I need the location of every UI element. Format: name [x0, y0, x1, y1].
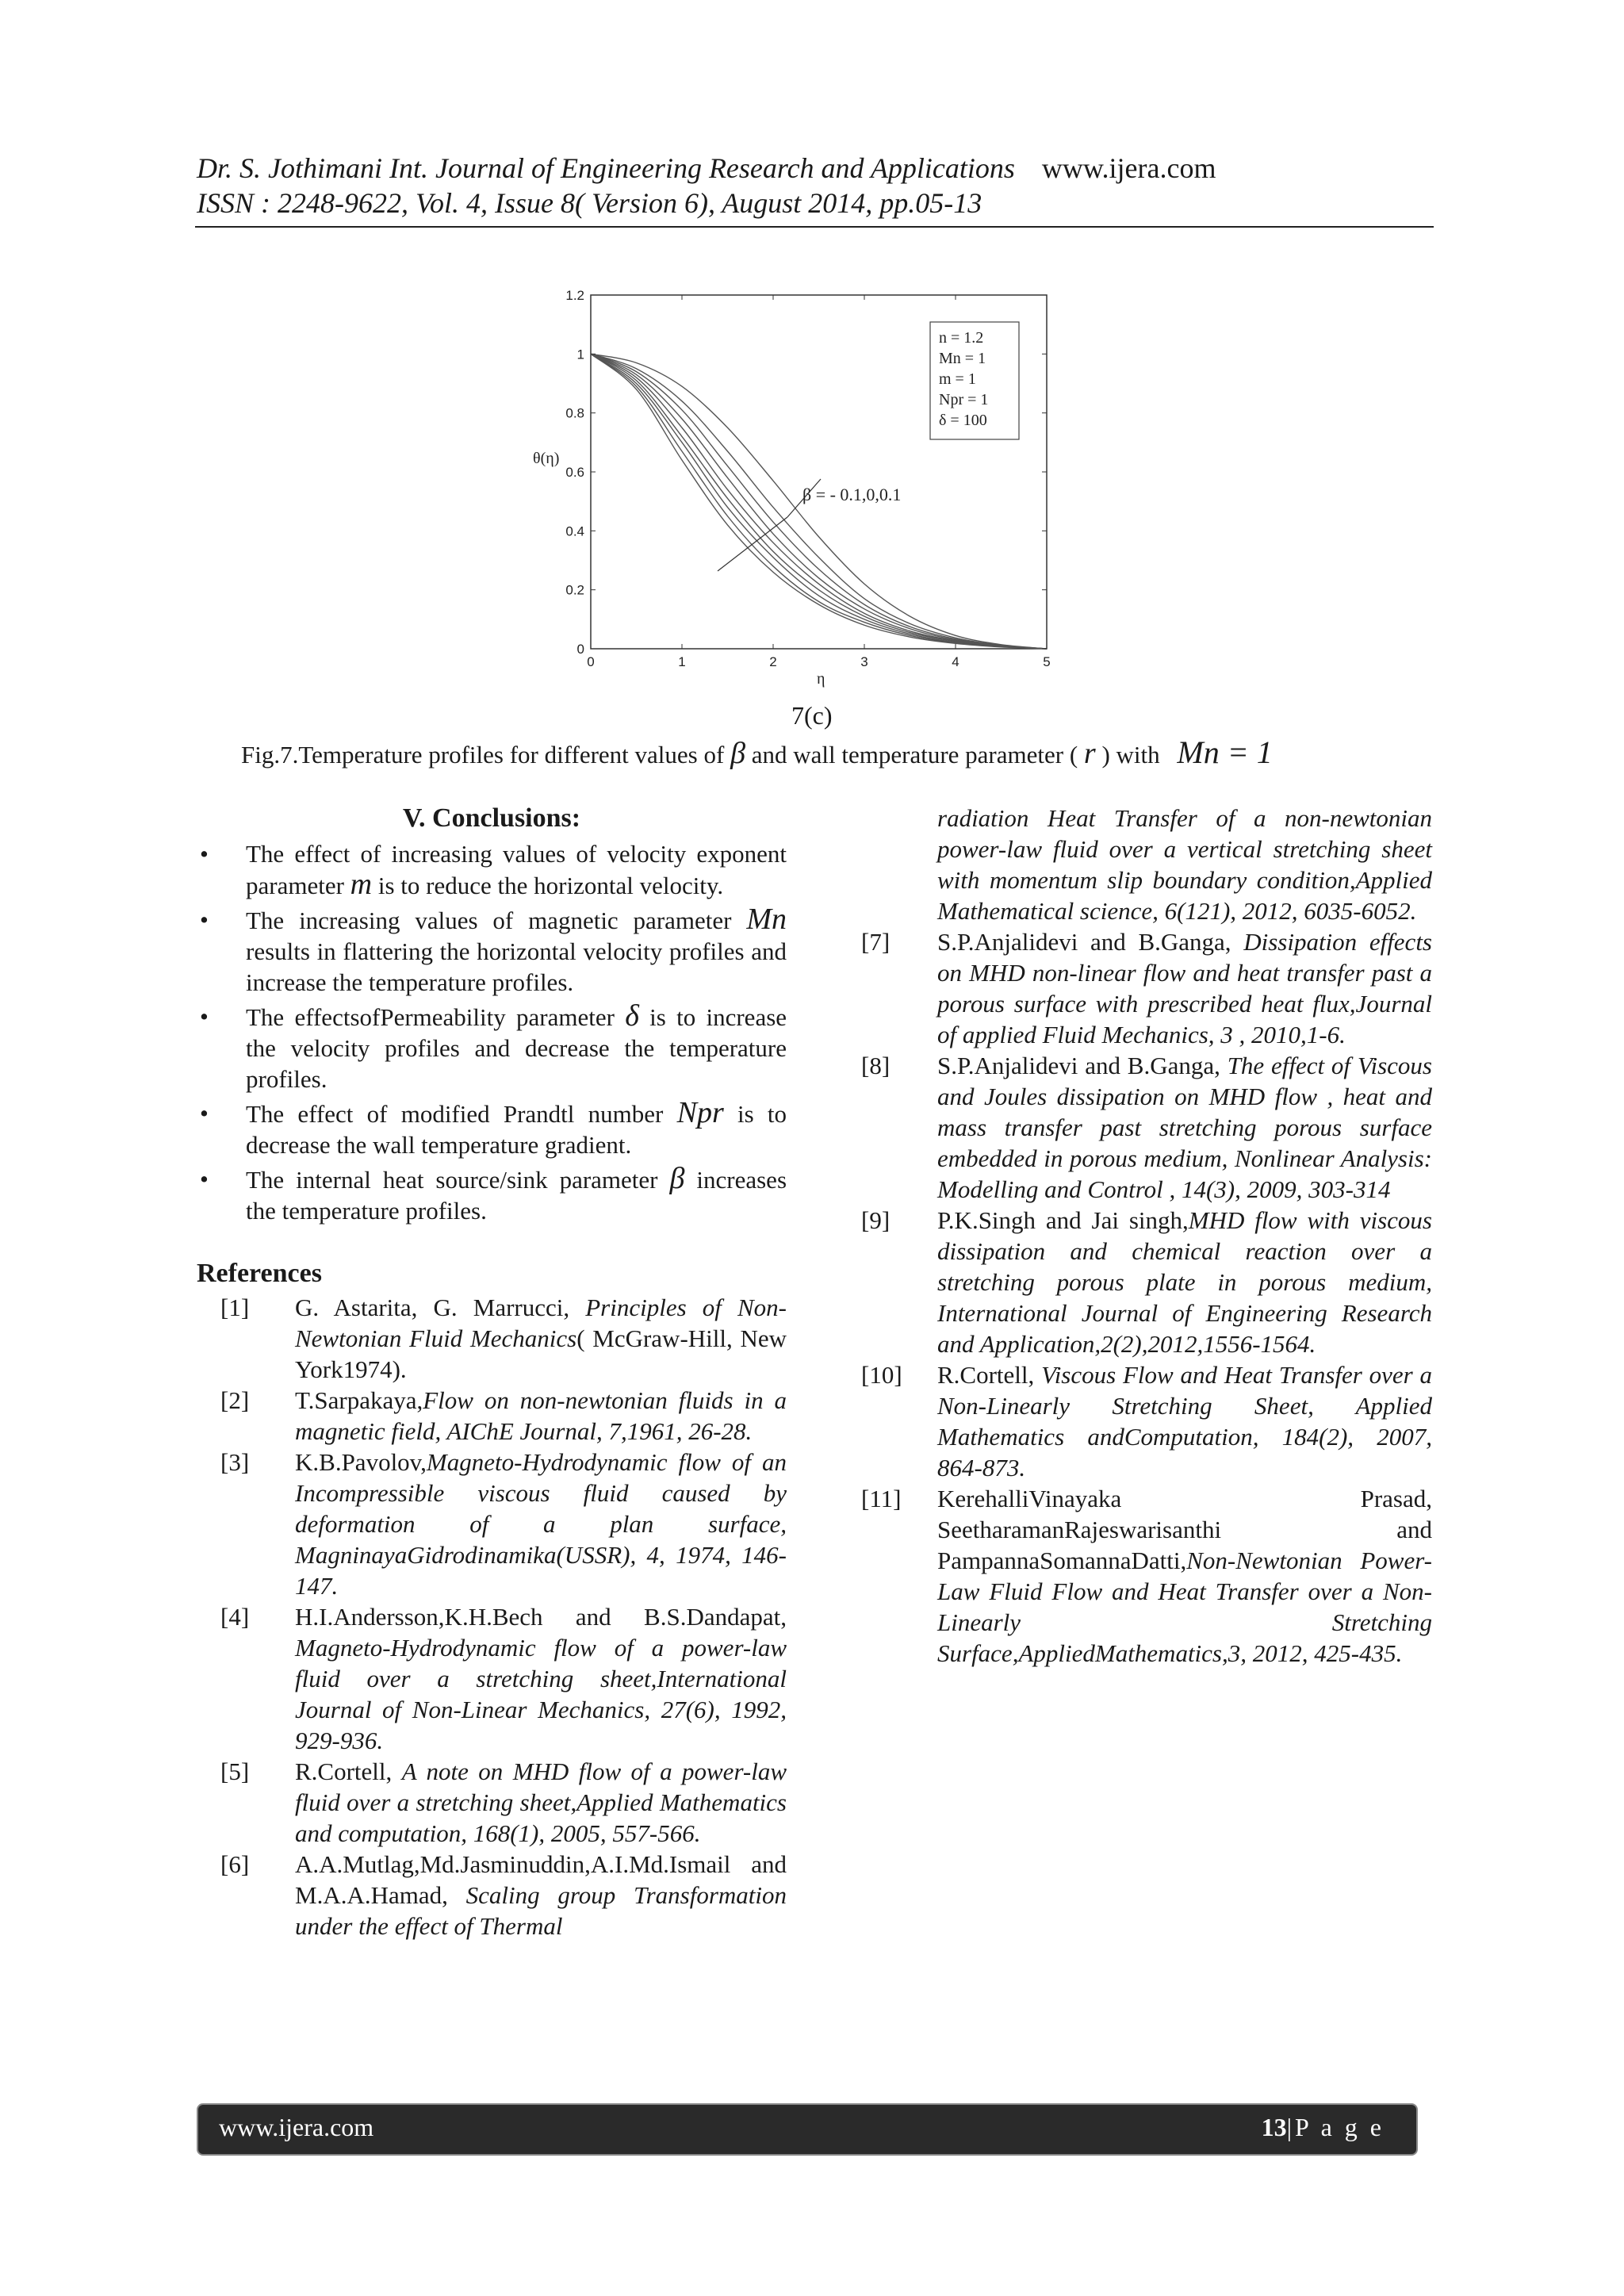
legend-entry: δ = 100 [939, 412, 987, 429]
x-tick-label: 2 [769, 654, 777, 669]
conclusions-list [197, 838, 787, 1226]
caption-text: Fig.7.Temperature profiles for different values of [241, 741, 725, 769]
legend-entry: n = 1.2 [939, 329, 984, 347]
conclusion-item: • The increasing values of magnetic parameter Mn results in flattering the horizontal velocity profiles and increase the temperature profiles. [200, 903, 787, 996]
reference-6-continued: radiation Heat Transfer of a non-newtonian power-law fluid over a vertical stretching sheet with momentum slip boundary condition,Applied Mathematical science, 6(121), 2012, 6035-6052. [937, 804, 1432, 925]
figure-7c [523, 279, 1078, 700]
y-axis-label: θ(η) [533, 450, 560, 467]
legend-entry: Npr = 1 [939, 391, 989, 408]
y-tick-label: 1.2 [565, 288, 584, 303]
page-number: 13 [1261, 2113, 1287, 2141]
caption-mn: Mn = 1 [1177, 734, 1273, 770]
left-column [197, 803, 787, 1941]
y-tick-label: 0.8 [565, 405, 584, 421]
footer-site: www.ijera.com [219, 2113, 374, 2141]
x-tick-label: 0 [587, 654, 595, 669]
reference-11: [11] KerehalliVinayaka Prasad, SeetharamanRajeswarisanthi and PampannaSomannaDatti,Non-Newtonian Power-Law Fluid Flow and Heat Transfer over a Non-Linearly Stretching Surface,AppliedMathematics,3, 2012, 425-435. [861, 1485, 1432, 1667]
legend-entry: m = 1 [939, 370, 976, 388]
beta-annotation: β = - 0.1,0,0.1 [802, 485, 902, 504]
footer-page [1262, 2113, 1385, 2142]
caption-mid: and wall temperature parameter ( [751, 741, 1078, 769]
y-tick-label: 0.4 [565, 523, 584, 539]
page-word: |P a g e [1286, 2113, 1385, 2141]
y-tick-label: 0.2 [565, 582, 584, 598]
legend-entry: Mn = 1 [939, 350, 986, 367]
temperature-profile-chart [523, 279, 1078, 700]
caption-end: ) with [1101, 741, 1160, 769]
x-tick-label: 3 [860, 654, 868, 669]
journal-title-line [197, 151, 1434, 186]
journal-site: www.ijera.com [1041, 152, 1216, 184]
reference-5: [5] R.Cortell, A note on MHD flow of a power-law fluid over a stretching sheet,Applied Mathematics and computation, 168(1), 2005, 557-566. [220, 1757, 787, 1847]
y-tick-label: 0.6 [565, 465, 584, 480]
reference-9: [9] P.K.Singh and Jai singh,MHD flow with viscous dissipation and chemical reaction over a stretching porous plate in porous medium, International Journal of Engineering Research and Application,2(2),2012,1556-1564. [861, 1206, 1432, 1358]
x-tick-label: 5 [1043, 654, 1051, 669]
y-tick-label: 1 [576, 347, 584, 362]
figure-label: 7(c) [791, 701, 833, 730]
page-header [197, 151, 1434, 220]
reference-2: [2] T.Sarpakaya,Flow on non-newtonian fluids in a magnetic field, AIChE Journal, 7,1961, 26-28. [220, 1386, 787, 1445]
page-footer [197, 2103, 1418, 2156]
reference-6: [6] A.A.Mutlag,Md.Jasminuddin,A.I.Md.Ismail and M.A.A.Hamad, Scaling group Transformation under the effect of Thermal [220, 1850, 787, 1940]
journal-issn-line: ISSN : 2248-9622, Vol. 4, Issue 8( Version 6), August 2014, pp.05-13 [197, 187, 982, 219]
y-tick-label: 0 [576, 642, 584, 657]
conclusions-title: V. Conclusions: [402, 803, 581, 833]
reference-3: [3] K.B.Pavolov,Magneto-Hydrodynamic flow of an Incompressible viscous fluid caused by deformation of a plan surface, MagninayaGidrodinamika(USSR), 4, 1974, 146-147. [220, 1448, 787, 1600]
conclusion-item: • The effect of increasing values of velocity exponent parameter m is to reduce the horizontal velocity. [200, 840, 787, 901]
x-axis-label: η [817, 670, 825, 688]
header-rule [195, 226, 1434, 228]
reference-7: [7] S.P.Anjalidevi and B.Ganga, Dissipation effects on MHD non-linear flow and heat transfer past a porous surface with prescribed heat flux,Journal of applied Fluid Mechanics, 3 , 2010,1-6. [861, 928, 1432, 1048]
caption-r: r [1083, 737, 1096, 770]
caption-beta: β [730, 737, 745, 770]
x-tick-label: 4 [952, 654, 959, 669]
conclusion-item: • The effect of modified Prandtl number Npr is to decrease the wall temperature gradient. [200, 1096, 787, 1159]
reference-8: [8] S.P.Anjalidevi and B.Ganga, The effect of Viscous and Joules dissipation on MHD flow , heat and mass transfer past stretching porous surface embedded in porous medium, Nonlinear Analysis: Modelling and Control , 14(3), 2009, 303-314 [861, 1052, 1433, 1203]
x-tick-label: 1 [678, 654, 686, 669]
journal-title: Dr. S. Jothimani Int. Journal of Engineering Research and Applications [197, 152, 1015, 184]
right-column [861, 803, 1432, 1669]
reference-1: [1] G. Astarita, G. Marrucci, Principles of Non-Newtonian Fluid Mechanics( McGraw-Hill, New York1974). [220, 1294, 787, 1383]
reference-10: [10] R.Cortell, Viscous Flow and Heat Transfer over a Non-Linearly Stretching Sheet, Applied Mathematics andComputation, 184(2), 2007, 864-873. [861, 1361, 1433, 1481]
conclusion-item: • The internal heat source/sink parameter β increases the temperature profiles. [200, 1162, 787, 1225]
reference-4: [4] H.I.Andersson,K.H.Bech and B.S.Dandapat, Magneto-Hydrodynamic flow of a power-law fluid over a stretching sheet,International Journal of Non-Linear Mechanics, 27(6), 1992, 929-936. [220, 1603, 787, 1754]
conclusion-item: • The effectsofPermeability parameter δ is to increase the velocity profiles and decrease the temperature profiles. [200, 999, 787, 1093]
references-title: References [197, 1259, 322, 1288]
figure-caption [241, 734, 1273, 771]
